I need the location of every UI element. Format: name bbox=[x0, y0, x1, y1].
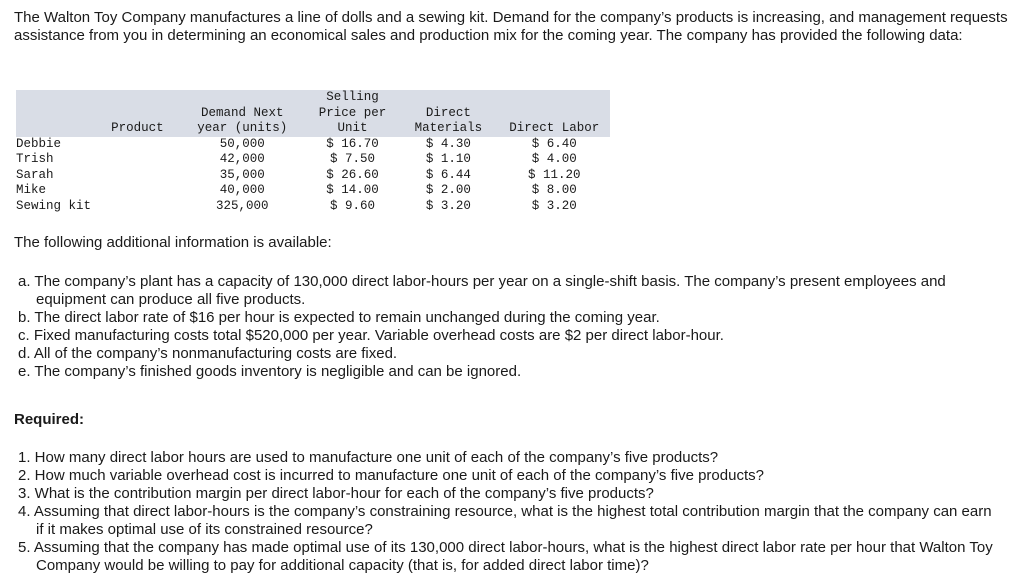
cell-product: Debbie bbox=[16, 136, 62, 151]
header-product: Product bbox=[16, 90, 178, 137]
cell-materials: $ 1.10 bbox=[425, 152, 471, 166]
cell-demand: 40,000 bbox=[219, 183, 265, 197]
cell-labor: $ 4.00 bbox=[531, 152, 577, 166]
table-row bbox=[16, 183, 610, 199]
list-item: 5. Assuming that the company has made optimal use of its 130,000 direct labor-hours, what is the highest direct labor rate per hour that Walton Toy Company would be willing to pay for additional capacity (that is, for added direct labor time)? bbox=[18, 539, 993, 574]
list-item: 2. How much variable overhead cost is incurred to manufacture one unit of each of the company’s five products? bbox=[18, 467, 764, 484]
header-materials: Direct Materials bbox=[398, 90, 498, 137]
header-labor: Direct Labor bbox=[499, 90, 610, 137]
intro-paragraph: The Walton Toy Company manufactures a line of dolls and a sewing kit. Demand for the company’s products is increasing, and management requests assistance from you in determining an economical sales and production mix for the coming year. The company has provided the following data: bbox=[14, 9, 1008, 44]
cell-labor: $ 8.00 bbox=[531, 183, 577, 197]
cell-price: $ 14.00 bbox=[326, 183, 379, 197]
table-row bbox=[16, 168, 610, 184]
list-item: 3. What is the contribution margin per direct labor-hour for each of the company’s five products? bbox=[18, 485, 654, 502]
list-item: d. All of the company’s nonmanufacturing costs are fixed. bbox=[18, 345, 398, 362]
cell-price: $ 9.60 bbox=[330, 198, 376, 213]
cell-materials: $ 2.00 bbox=[425, 183, 471, 197]
cell-demand: 325,000 bbox=[215, 198, 269, 213]
header-demand: Demand Next year (units) bbox=[178, 90, 307, 137]
table-row bbox=[16, 137, 610, 153]
table-row bbox=[16, 199, 610, 215]
list-item: b. The direct labor rate of $16 per hour is expected to remain unchanged during the coming year. bbox=[18, 309, 660, 326]
problem-page bbox=[14, 9, 1014, 574]
list-item: 4. Assuming that direct labor-hours is the company’s constraining resource, what is the highest total contribution margin that the company can earn if it makes optimal use of its constrained resource? bbox=[18, 503, 992, 538]
cell-demand: 50,000 bbox=[219, 136, 265, 151]
table-row bbox=[16, 152, 610, 168]
cell-labor: $ 6.40 bbox=[531, 136, 577, 151]
product-data-table bbox=[16, 90, 610, 214]
cell-demand: 42,000 bbox=[219, 152, 265, 166]
cell-price: $ 26.60 bbox=[326, 167, 379, 182]
cell-product: Trish bbox=[16, 152, 54, 166]
list-item: 1. How many direct labor hours are used to manufacture one unit of each of the company’s five products? bbox=[18, 449, 719, 466]
required-heading: Required: bbox=[14, 411, 85, 428]
cell-product: Mike bbox=[16, 183, 47, 197]
cell-materials: $ 4.30 bbox=[425, 136, 471, 151]
list-item: e. The company’s finished goods inventory is negligible and can be ignored. bbox=[18, 363, 522, 380]
list-item: a. The company’s plant has a capacity of 130,000 direct labor-hours per year on a single-shift basis. The company’s present employees and equipment can produce all five products. bbox=[18, 273, 946, 308]
cell-labor: $ 3.20 bbox=[531, 198, 577, 213]
required-list bbox=[18, 449, 993, 575]
header-price: Selling Price per Unit bbox=[307, 90, 398, 137]
data-table-container bbox=[16, 90, 610, 214]
cell-demand: 35,000 bbox=[219, 167, 265, 182]
additional-info-heading: The following additional information is available: bbox=[14, 234, 332, 251]
cell-labor: $ 11.20 bbox=[528, 167, 581, 182]
cell-product: Sewing kit bbox=[16, 198, 92, 213]
additional-info-list bbox=[18, 273, 978, 381]
cell-product: Sarah bbox=[16, 167, 54, 182]
cell-price: $ 16.70 bbox=[326, 136, 379, 151]
cell-materials: $ 6.44 bbox=[425, 167, 471, 182]
list-item: c. Fixed manufacturing costs total $520,000 per year. Variable overhead costs are $2 per direct labor-hour. bbox=[18, 327, 724, 344]
cell-price: $ 7.50 bbox=[330, 152, 376, 166]
table-header-row bbox=[16, 90, 610, 137]
cell-materials: $ 3.20 bbox=[425, 198, 471, 213]
